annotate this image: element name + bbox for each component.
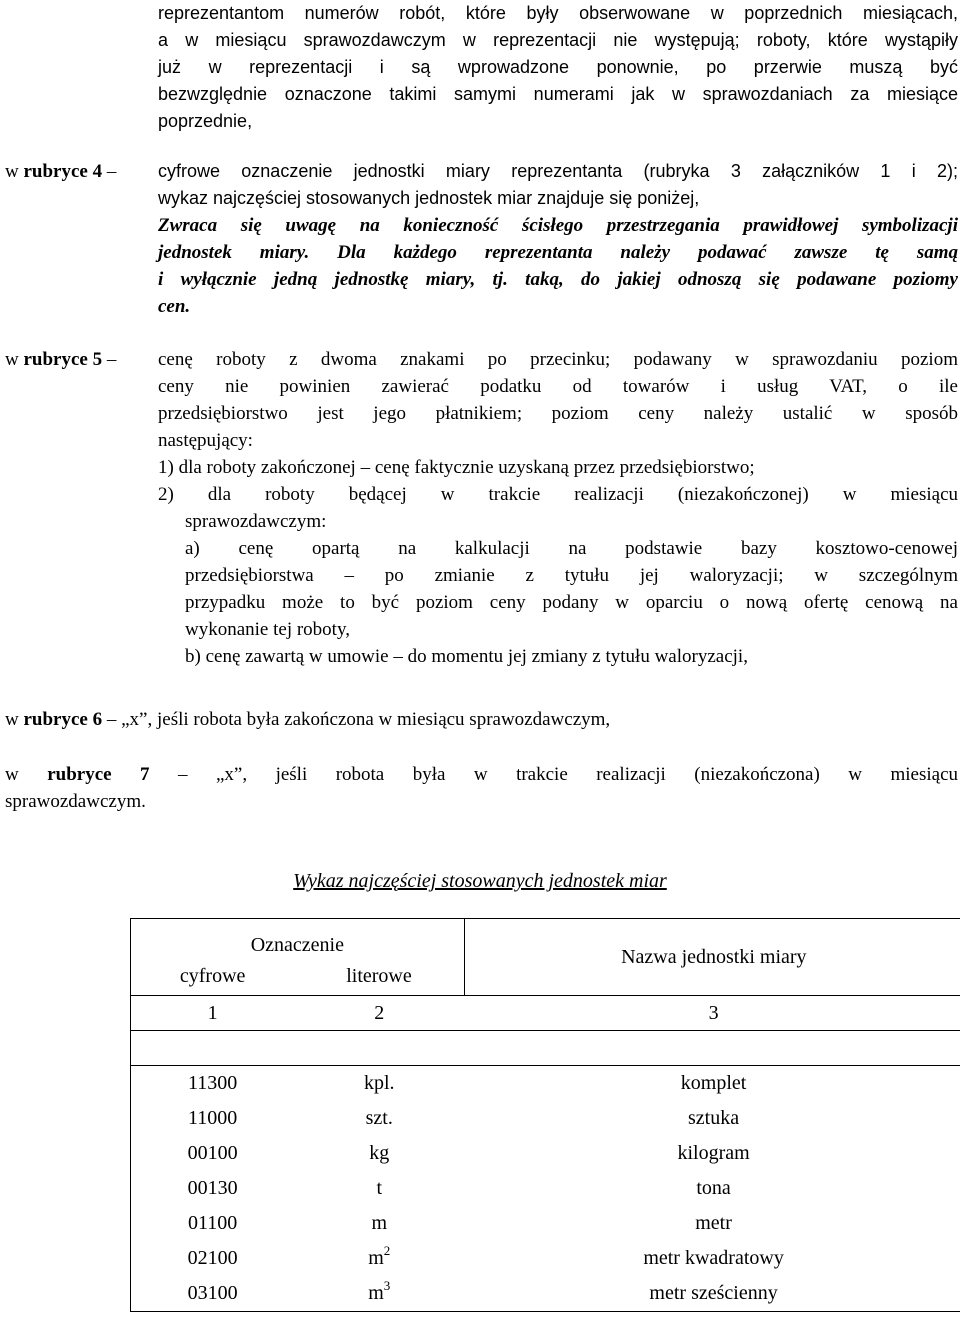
header-literowe: literowe — [294, 957, 464, 996]
rubryka-5-item-2a: przedsiębiorstwa – po zmianie z tytułu jej waloryzacji; w szczególnym — [185, 565, 958, 586]
units-table-title: Wykaz najczęściej stosowanych jednostek miar — [293, 870, 667, 892]
table-row — [131, 1276, 960, 1312]
rubryka-7-label: rubryce 7 — [47, 764, 150, 785]
unit-symbol: szt. — [365, 1107, 393, 1129]
unit-name: metr sześcienny — [464, 1276, 960, 1312]
column-number-3: 3 — [464, 996, 960, 1031]
intro-line: poprzednie, — [158, 111, 253, 131]
header-cyfrowe: cyfrowe — [131, 957, 295, 996]
unit-code: 03100 — [131, 1276, 295, 1312]
table-row — [131, 1171, 960, 1206]
table-row — [131, 1101, 960, 1136]
rubryka-5-item-2: 2) dla roboty będącej w trakcie realizacji (niezakończonej) w miesiącu — [158, 484, 958, 505]
rubryka-5-line: ceny nie powinien zawierać podatku od towarów i usług VAT, o ile — [158, 376, 958, 397]
unit-name: sztuka — [464, 1101, 960, 1136]
unit-code: 00100 — [131, 1136, 295, 1171]
table-row — [131, 1066, 960, 1102]
intro-line: reprezentantom numerów robót, które były obserwowane w poprzednich miesiącach, — [158, 3, 958, 23]
rubryka-7-text-cont: sprawozdawczym. — [5, 791, 146, 812]
rubryka-7-text: – „x”, jeśli robota była w trakcie realizacji (niezakończona) w miesiącu — [178, 764, 959, 785]
unit-name: komplet — [464, 1066, 960, 1102]
rubryka-5-item-2a: wykonanie tej roboty, — [185, 619, 350, 640]
rubryka-5-line: przedsiębiorstwo jest jego płatnikiem; poziom ceny należy ustalić w sposób — [158, 403, 958, 424]
rubryka-4-line: wykaz najczęściej stosowanych jednostek miar znajduje się poniżej, — [158, 188, 700, 208]
header-oznaczenie: Oznaczenie — [131, 919, 465, 958]
unit-symbol: kpl. — [363, 1072, 395, 1094]
unit-code: 02100 — [131, 1241, 295, 1276]
intro-line: już w reprezentacji i są wprowadzone ponownie, po przerwie muszą być — [158, 57, 958, 77]
rubryka-5-item-2-cont: sprawozdawczym: — [185, 511, 327, 532]
rubryka-5-item-1: 1) dla roboty zakończonej – cenę faktycznie uzyskaną przez przedsiębiorstwo; — [158, 457, 755, 478]
intro-line: bezwzględnie oznaczone takimi samymi numerami jak w sprawozdaniach za miesiące — [158, 84, 958, 104]
intro-line: a w miesiącu sprawozdawczym w reprezentacji nie występują; roboty, które wystąpiły — [158, 30, 958, 50]
rubryka-5-item-2a: a) cenę opartą na kalkulacji na podstawie bazy kosztowo-cenowej — [185, 538, 958, 559]
column-number-1: 1 — [131, 996, 295, 1031]
column-number-2: 2 — [294, 996, 464, 1031]
rubryka-5-item-2b: b) cenę zawartą w umowie – do momentu jej zmiany z tytułu waloryzacji, — [185, 646, 748, 667]
blank-row — [131, 1031, 960, 1066]
rubryka-4-emphasis: Zwraca się uwagę na konieczność ścisłego przestrzegania prawidłowej symbolizacji jednostek miary. Dla każdego reprezentanta należy podawać zawsze tę samą i wyłącznie jedną jednostkę miary, tj. taką, do jakiej odnoszą się podawane poziomy cen. — [158, 215, 958, 317]
table-row — [131, 1241, 960, 1276]
rubryka-6-section: w rubryce 6 – „x”, jeśli robota była zakończona w miesiącu sprawozdawczym, — [5, 709, 611, 730]
header-nazwa: Nazwa jednostki miary — [464, 919, 960, 996]
rubryka-4-line: cyfrowe oznaczenie jednostki miary reprezentanta (rubryka 3 załączników 1 i 2); — [158, 161, 958, 181]
rubryka-5-label: w rubryce 5 – — [5, 349, 117, 370]
unit-code: 11300 — [131, 1066, 295, 1102]
unit-symbol: $m^3$ — [294, 1276, 464, 1312]
rubryka-5-line: następujący: — [158, 430, 253, 451]
rubryka-6-text: – „x”, jeśli robota była zakończona w miesiącu sprawozdawczym, — [106, 709, 611, 730]
rubryka-5-item-2a: przypadku może to być poziom ceny podany w oparciu o nową ofertę cenową na — [185, 592, 958, 613]
unit-name: kilogram — [464, 1136, 960, 1171]
units-table — [130, 918, 960, 1312]
table-row — [131, 1136, 960, 1171]
table-row — [131, 1206, 960, 1241]
unit-symbol: $m^2$ — [368, 1243, 391, 1269]
unit-name: metr — [464, 1206, 960, 1241]
rubryka-5-line: cenę roboty z dwoma znakami po przecinku; podawany w sprawozdaniu poziom — [158, 349, 958, 370]
unit-name: metr kwadratowy — [464, 1241, 960, 1276]
unit-code: 11000 — [131, 1101, 295, 1136]
unit-symbol: kg — [369, 1142, 390, 1164]
rubryka-6-label: rubryce 6 — [23, 709, 103, 730]
unit-code: 00130 — [131, 1171, 295, 1206]
rubryka-4-label: w rubryce 4 – — [5, 161, 117, 182]
unit-symbol: m — [371, 1212, 388, 1234]
unit-name: tona — [464, 1171, 960, 1206]
unit-code: 01100 — [131, 1206, 295, 1241]
unit-symbol: t — [376, 1177, 383, 1199]
rubryka-7-section: w rubryce 7 – „x”, jeśli robota była w trakcie realizacji (niezakończona) w miesiącu sprawozdawczym. — [5, 761, 958, 815]
